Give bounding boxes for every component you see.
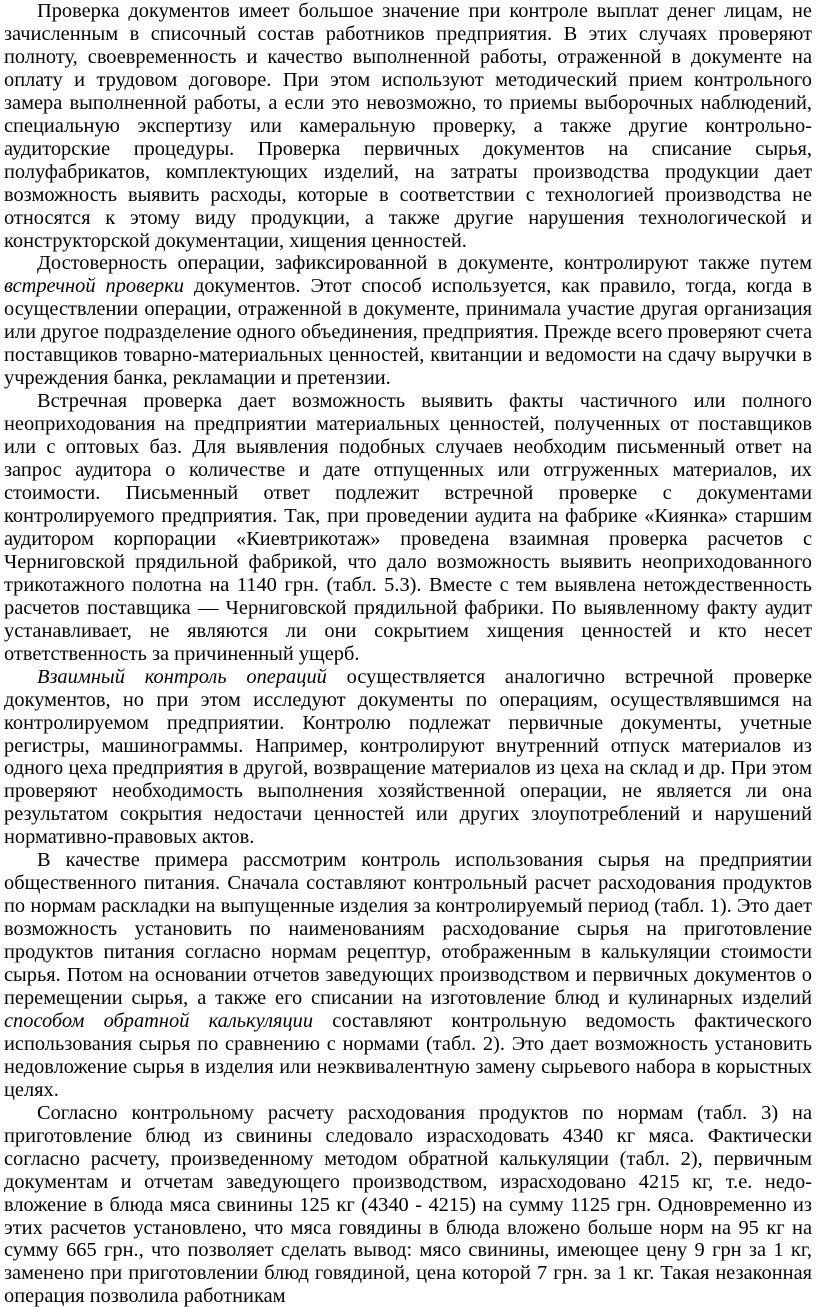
- text-run: осуществляется аналогично встречной проверке документов, но при этом исследуют документы по операциям, осуществлявшимся на контролируемом предприятии. Контролю подлежат первичные документы, учетные регистры, машинограммы. Например, контролируют внутренний отпуск материалов из одного цеха предприятия в другой, возвращение материалов из цеха на склад и др. При этом проверяют необходимость выполнения хозяйственной операции, не является ли она результатом сокрытия недостачи ценностей или других злоупотреблений и нарушений нормативно-правовых актов.: [4, 665, 812, 849]
- document-page: [4, 0, 812, 1308]
- text-run: документов. Этот способ используется, как правило, тогда, когда в осуществлении операции, отраженной в документе, принимала участие другая организация или другое подразделение одного объединения, предприятия. Прежде всего проверяют счета поставщиков товарно-материальных ценностей, квитанции и ведомости на сдачу выручки в учреждения банка, рекламации и претензии.: [4, 275, 812, 390]
- paragraph-mutual-control: [4, 666, 812, 850]
- paragraph-counter-check: [4, 252, 812, 390]
- text-run: Встречная проверка дает возможность выявить факты частичного или полного неоприходования на предприятии материальных ценностей, полученных от поставщиков или с оптовых баз. Для выявления подобных случаев необходим письменный ответ на запрос аудитора о количестве и дате отпущенных или отгруженных материалов, их стоимости. Письменный ответ подлежит встречной проверке с документами контролируемого предприятия. Так, при проведении аудита на фабрике «Киянка» старшим аудитором корпорации «Киевтрикотаж» проведена взаимная проверка расчетов с Черниговской прядильной фабрикой, что дало возможность выявить неоприходованного трикотажного полотна на 1140 грн. (табл. 5.3). Вместе с тем выявлена нетождественность расчетов поставщика — Черниговской прядильной фабрики. По выявленному факту аудит устанавливает, не являются ли они сокрытием хищения ценностей и кто несет ответственность за причиненный ущерб.: [4, 390, 812, 665]
- text-run: составляют контрольную ведомость фактического использования сырья по сравнению с нормами (табл. 2). Это дает возможность установить недовложение сырья в изделия или неэквивалентную замену сырьевого набора в корыстных целях.: [4, 1009, 813, 1101]
- text-run: В качестве примера рассмотрим контроль использования сырья на предприятии общественного питания. Сначала составляют контрольный расчет расходования продуктов по нормам раскладки на выпущенные изделия за контролируемый период (табл. 1). Это дает возможность установить по наименованиям расходование сырья на приготовление продуктов питания согласно нормам рецептур, отображенным в калькуляции стоимости сырья. Потом на основании отчетов заведующих производством и первичных документов о перемещении сырья, а также его списании на изготовление блюд и кулинарных изделий: [4, 849, 812, 1009]
- italic-term: Взаимный контроль операций: [37, 665, 327, 688]
- paragraph-document-check: [4, 0, 812, 252]
- text-run: Согласно контрольному расчету расходования продуктов по нормам (табл. 3) на приготовление блюд из свинины следовало израсходовать 4340 кг мяса. Фактически согласно расчету, произведенному методом обратной калькуляции (табл. 2), первичным документам и отчетам заведующего производством, израсходовано 4215 кг, т.е. недо-вложение в блюда мяса свинины 125 кг (4340 - 4215) на сумму 1125 грн. Одновременно из этих расчетов установлено, что мяса говядины в блюда вложено больше норм на 95 кг на сумму 665 грн., что позволяет сделать вывод: мясо свинины, имеющее цену 9 грн за 1 кг, заменено при приготовлении блюд говядиной, цена которой 7 грн. за 1 кг. Такая незаконная операция позволила работникам: [4, 1101, 812, 1308]
- italic-term: способом обратной калькуляции: [4, 1009, 314, 1032]
- paragraph-pork-calculation: [4, 1102, 812, 1308]
- paragraph-raw-material-example: [4, 849, 812, 1101]
- paragraph-counter-check-example: [4, 390, 812, 665]
- italic-term: встречной проверки: [4, 275, 184, 298]
- text-run: Достоверность операции, зафиксированной в документе, контролируют также путем: [37, 252, 812, 275]
- text-run: Проверка документов имеет большое значение при контроле выплат денег лицам, не зачисленным в списочный состав работников предприятия. В этих случаях проверяют полноту, своевременность и качество выполненной работы, отраженной в документе на оплату и трудовом договоре. При этом используют методический прием контрольного замера выполненной работы, а если это невозможно, то приемы выборочных наблюдений, специальную экспертизу или камеральную проверку, а также другие контрольно-аудиторские процедуры. Проверка первичных документов на списание сырья, полуфабрикатов, комплектующих изделий, на затраты производства продукции дает возможность выявить расходы, которые в соответствии с технологией производства не относятся к этому виду продукции, а также другие нарушения технологической и конструкторской документации, хищения ценностей.: [4, 0, 812, 252]
